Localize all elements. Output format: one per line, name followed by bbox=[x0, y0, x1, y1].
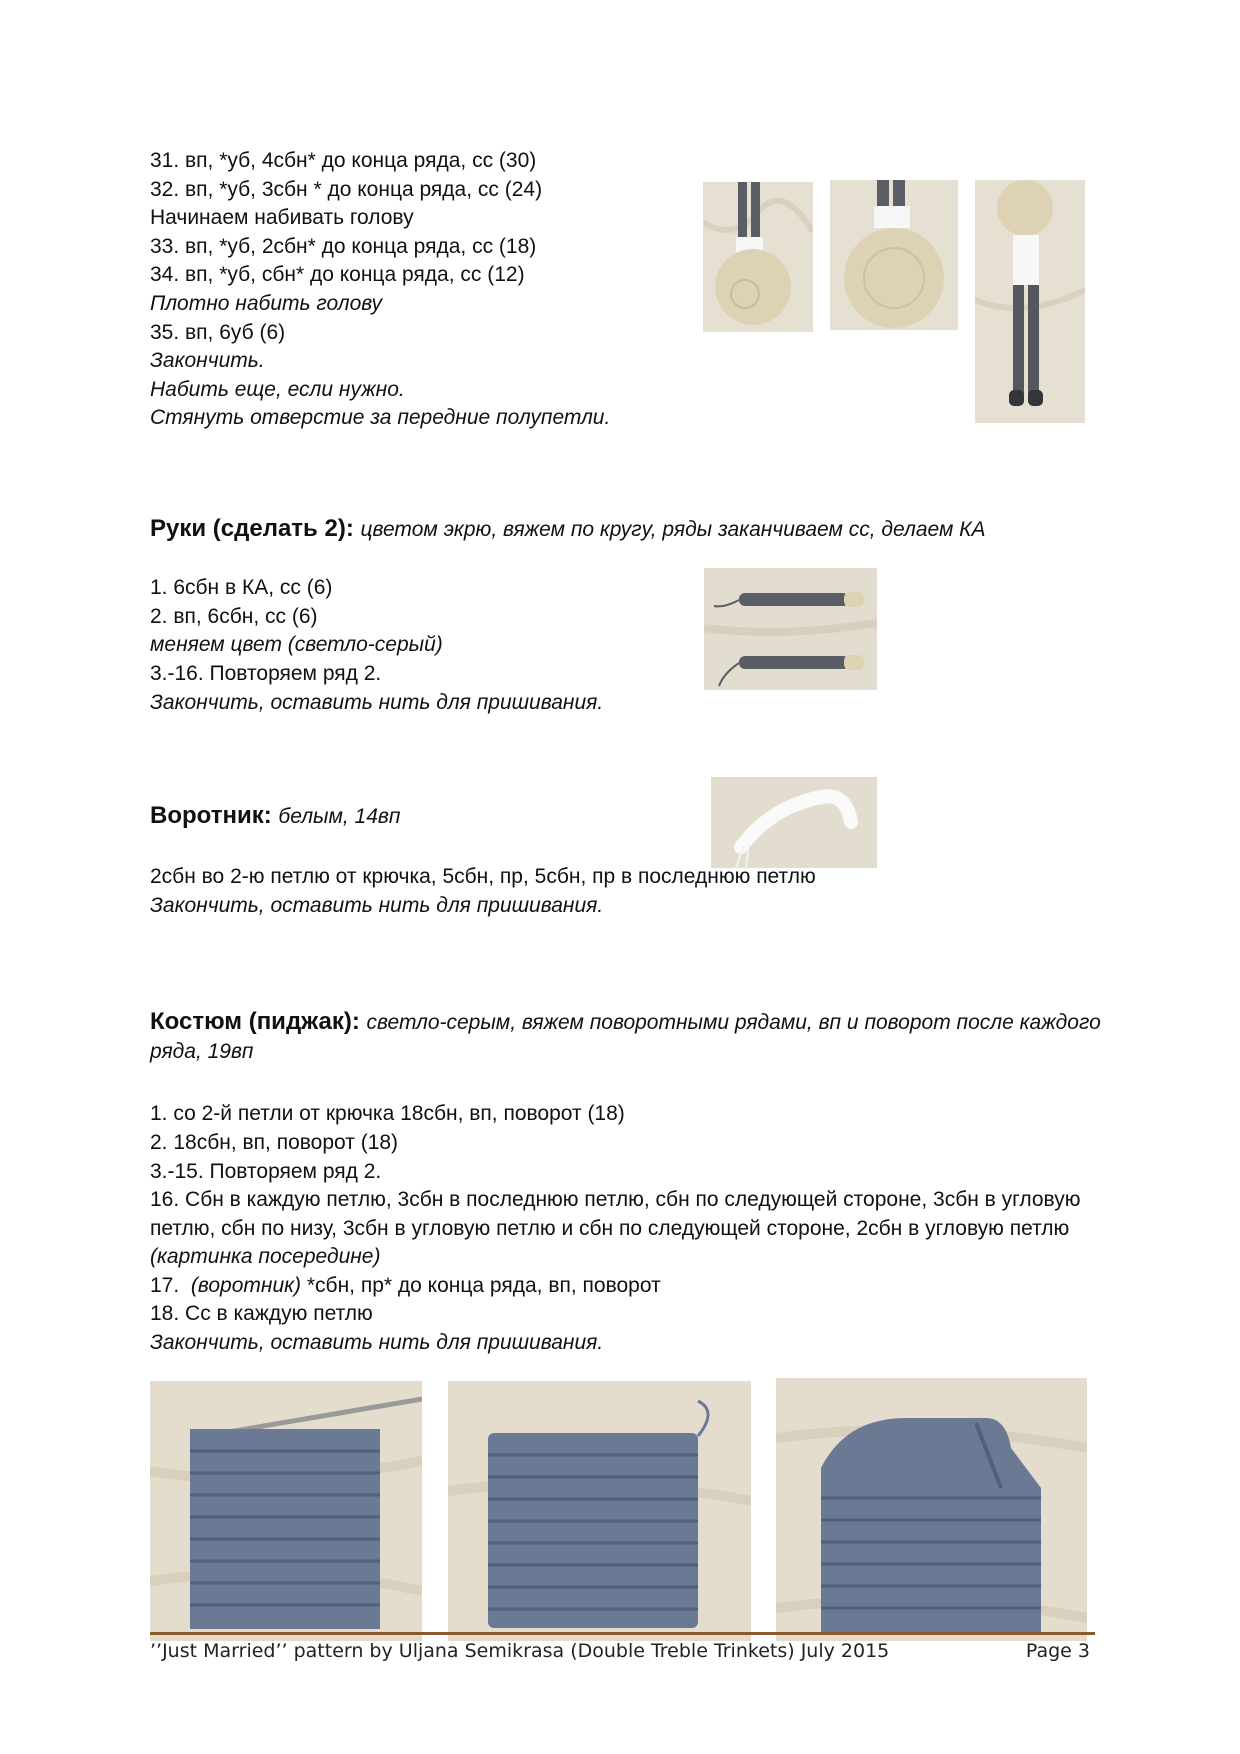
photo-doll-body bbox=[975, 180, 1085, 423]
arms-row-1: 1. 6сбн в КА, сс (6) bbox=[150, 576, 333, 599]
suit-title: Костюм (пиджак): bbox=[150, 1008, 360, 1035]
suit-row-2: 2. 18сбн, вп, поворот (18) bbox=[150, 1131, 399, 1154]
head-row-34: 34. вп, *уб, сбн* до конца ряда, сс (12) bbox=[150, 263, 525, 286]
arms-heading bbox=[150, 513, 986, 546]
collar-title: Воротник: bbox=[150, 802, 272, 829]
photo-head-top bbox=[830, 180, 958, 330]
suit-row-1: 1. со 2-й петли от крючка 18сбн, вп, поворот (18) bbox=[150, 1102, 625, 1125]
head-row-note-stuff: Начинаем набивать голову bbox=[150, 206, 414, 229]
suit-row-16b: петлю, сбн по низу, 3сбн в угловую петлю и сбн по следующей стороне, 2сбн в угловую петлю bbox=[150, 1217, 1070, 1240]
arms-subtitle: цветом экрю, вяжем по кругу, ряды заканчиваем сс, делаем КА bbox=[360, 518, 986, 541]
suit-row-16a: 16. Сбн в каждую петлю, 3сбн в последнюю петлю, сбн по следующей стороне, 3сбн в угловую bbox=[150, 1188, 1081, 1211]
photo-arms bbox=[704, 568, 877, 690]
arms-title: Руки (сделать 2): bbox=[150, 515, 354, 542]
suit-row-16c: (картинка посередине) bbox=[150, 1245, 381, 1268]
page-number: Page 3 bbox=[1025, 1640, 1090, 1662]
photo-suit-step-3 bbox=[776, 1378, 1087, 1641]
suit-row-18: 18. Сс в каждую петлю bbox=[150, 1302, 373, 1325]
collar-heading bbox=[150, 800, 400, 833]
photo-suit-step-1 bbox=[150, 1381, 422, 1641]
photo-suit-step-2 bbox=[448, 1381, 751, 1641]
head-row-35: 35. вп, 6уб (6) bbox=[150, 321, 286, 344]
arms-row-3-16: 3.-16. Повторяем ряд 2. bbox=[150, 662, 382, 685]
suit-row-17-rest: *сбн, пр* до конца ряда, вп, поворот bbox=[301, 1274, 661, 1297]
suit-row-17-italic: (воротник) bbox=[190, 1274, 302, 1297]
footer bbox=[150, 1640, 1090, 1663]
suit-row-17 bbox=[150, 1271, 661, 1300]
arms-row-finish: Закончить, оставить нить для пришивания. bbox=[150, 691, 604, 714]
collar-subtitle: белым, 14вп bbox=[278, 805, 401, 828]
head-row-32: 32. вп, *уб, 3сбн * до конца ряда, сс (24) bbox=[150, 178, 543, 201]
suit-row-17-prefix: 17. bbox=[150, 1274, 191, 1297]
collar-row-1: 2сбн во 2-ю петлю от крючка, 5сбн, пр, 5сбн, пр в последнюю петлю bbox=[150, 865, 816, 888]
head-row-finish: Закончить. bbox=[150, 349, 265, 372]
head-row-31: 31. вп, *уб, 4сбн* до конца ряда, сс (30) bbox=[150, 149, 537, 172]
head-row-note-firm: Плотно набить голову bbox=[150, 292, 383, 315]
head-row-close-hole: Стянуть отверстие за передние полупетли. bbox=[150, 406, 611, 429]
suit-subtitle-1: светло-серым, вяжем поворотными рядами, вп и поворот после каждого bbox=[366, 1011, 1101, 1034]
head-row-33: 33. вп, *уб, 2сбн* до конца ряда, сс (18) bbox=[150, 235, 537, 258]
arms-row-color-change: меняем цвет (светло-серый) bbox=[150, 633, 443, 656]
suit-row-finish: Закончить, оставить нить для пришивания. bbox=[150, 1331, 604, 1354]
suit-subtitle-2: ряда, 19вп bbox=[150, 1040, 254, 1063]
footer-rule bbox=[150, 1632, 1095, 1635]
arms-row-2: 2. вп, 6сбн, сс (6) bbox=[150, 605, 318, 628]
suit-heading bbox=[150, 1006, 1101, 1039]
head-row-stuff-more: Набить еще, если нужно. bbox=[150, 378, 405, 401]
footer-text: ’’Just Married’’ pattern by Uljana Semikrasa (Double Treble Trinkets) July 2015 bbox=[150, 1640, 890, 1662]
collar-row-finish: Закончить, оставить нить для пришивания. bbox=[150, 894, 604, 917]
photo-collar bbox=[711, 777, 877, 868]
photo-head-side bbox=[703, 182, 813, 332]
suit-row-3-15: 3.-15. Повторяем ряд 2. bbox=[150, 1160, 382, 1183]
